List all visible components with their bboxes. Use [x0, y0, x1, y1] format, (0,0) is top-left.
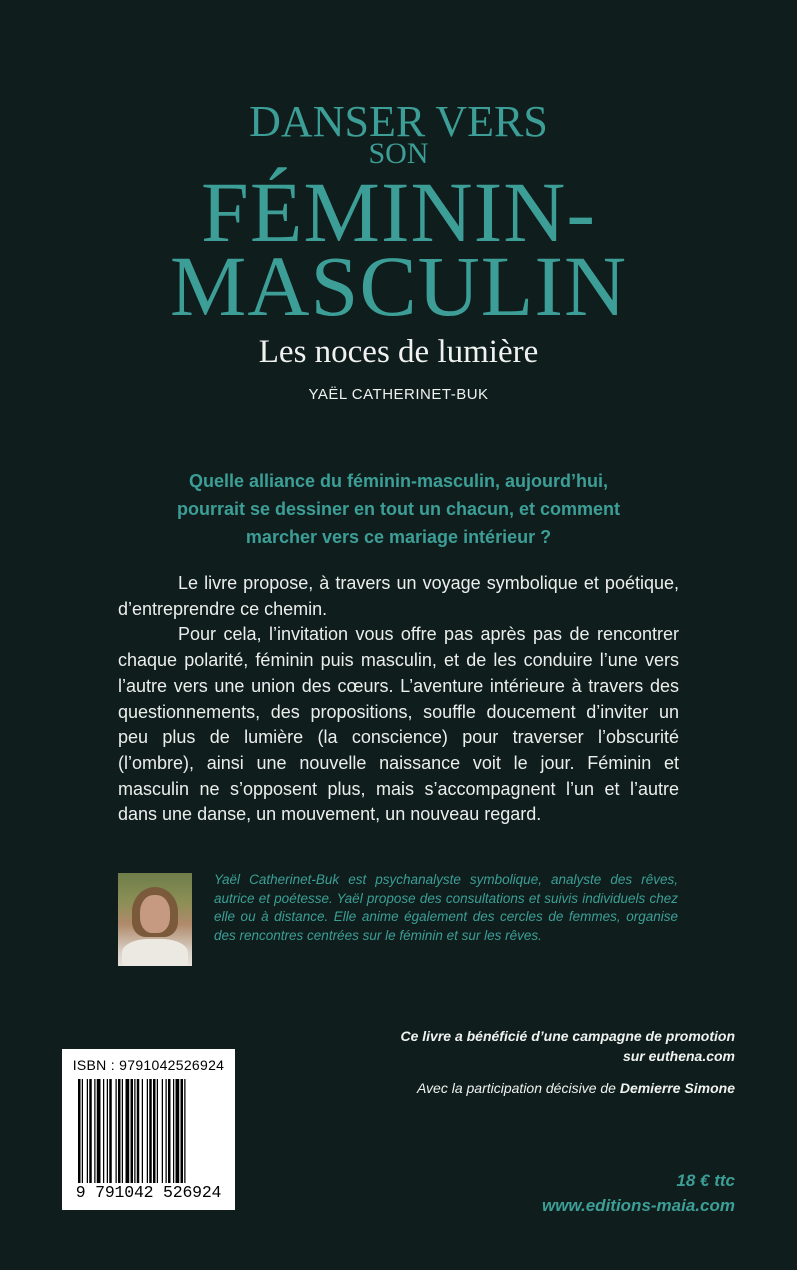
question-line: pourrait se dessiner en tout un chacun, et comment [176, 499, 621, 519]
participation-name: Demierre Simone [619, 1080, 735, 1096]
barcode-bar [107, 1079, 108, 1183]
author-bio: Yaël Catherinet-Buk est psychanalyste symbolique, analyste des rêves, autrice et poétesse. Yaël propose des consultations et suivis individuels chez elle ou à distance. Elle anime également des cercles de femmes, organise des rencontres centrées sur le féminin et sur les rêves. [214, 872, 678, 943]
barcode-bar [94, 1079, 95, 1183]
barcode-bar [168, 1079, 171, 1183]
barcode-bar [147, 1079, 148, 1183]
author-photo-face [140, 895, 170, 933]
barcode-bar [153, 1079, 156, 1183]
tagline-question [150, 467, 647, 551]
author-photo-shirt [122, 939, 188, 966]
barcode-bar [149, 1079, 152, 1183]
question-line: marcher vers ce mariage intérieur ? [245, 527, 552, 547]
barcode-bar [82, 1079, 83, 1183]
title-line-3: FÉMININ- [201, 164, 596, 260]
barcode-bar [118, 1079, 121, 1183]
subtitle: Les noces de lumière [258, 334, 539, 370]
barcode-bar [97, 1079, 101, 1183]
barcode-bar [173, 1079, 174, 1183]
publisher-website[interactable]: www.editions-maia.com [541, 1196, 735, 1215]
barcode-bar [89, 1079, 92, 1183]
barcode-digits: 9 791042 526924 [75, 1183, 222, 1202]
promotion-note [315, 1026, 735, 1066]
title-line-1: DANSER VERS [249, 97, 548, 146]
barcode-bar [137, 1079, 140, 1183]
barcode-bar [131, 1079, 134, 1183]
barcode-bar [78, 1079, 81, 1183]
author-photo [118, 873, 192, 966]
blurb-paragraph: Le livre propose, à travers un voyage symbolique et poétique, d’entreprendre ce chemin. [118, 573, 679, 619]
participation-note [275, 1078, 735, 1098]
title-line-2: SON [368, 137, 429, 170]
barcode-bar [162, 1079, 163, 1183]
promotion-line-2: sur euthena.com [622, 1048, 735, 1064]
barcode-bar [126, 1079, 130, 1183]
isbn-barcode [62, 1049, 235, 1210]
isbn-label: ISBN : 9791042526924 [72, 1057, 225, 1073]
barcode-bar [122, 1079, 123, 1183]
barcode-bar [181, 1079, 184, 1183]
barcode-bar [176, 1079, 180, 1183]
blurb-paragraph: Pour cela, l’invitation vous offre pas après pas de rencontrer chaque polarité, féminin puis masculin, et de les conduire l’une vers l’autre vers une union des cœurs. L’aventure intérieure à travers des questionnements, des propositions, souffle doucement d’inviter un peu plus de lumière (la conscience) pour traverser l’obscurité (l’ombre), ainsi une nouvelle naissance voit le jour. Féminin et masculin ne s’opposent plus, mais s’accompagnent l’un et l’autre dans une danse, un mouvement, un nouveau regard. [118, 624, 679, 825]
barcode-bar [109, 1079, 112, 1183]
barcode-bar [184, 1079, 185, 1183]
question-line: Quelle alliance du féminin-masculin, aujourd’hui, [188, 471, 609, 491]
barcode-bar [166, 1079, 167, 1183]
barcode-bar [116, 1079, 117, 1183]
author-name: YAËL CATHERINET-BUK [308, 386, 489, 403]
barcode-bar [134, 1079, 135, 1183]
barcode-bar [142, 1079, 143, 1183]
barcode-bar [157, 1079, 158, 1183]
participation-prefix: Avec la participation décisive de [416, 1080, 620, 1096]
promotion-line-1: Ce livre a bénéficié d’une campagne de promotion [400, 1028, 735, 1044]
price: 18 € ttc [676, 1171, 735, 1190]
barcode-bar [87, 1079, 88, 1183]
barcode-bars [78, 1079, 219, 1183]
blurb [118, 571, 679, 828]
title-line-4: MASCULIN [169, 238, 628, 334]
barcode-bar [103, 1079, 104, 1183]
